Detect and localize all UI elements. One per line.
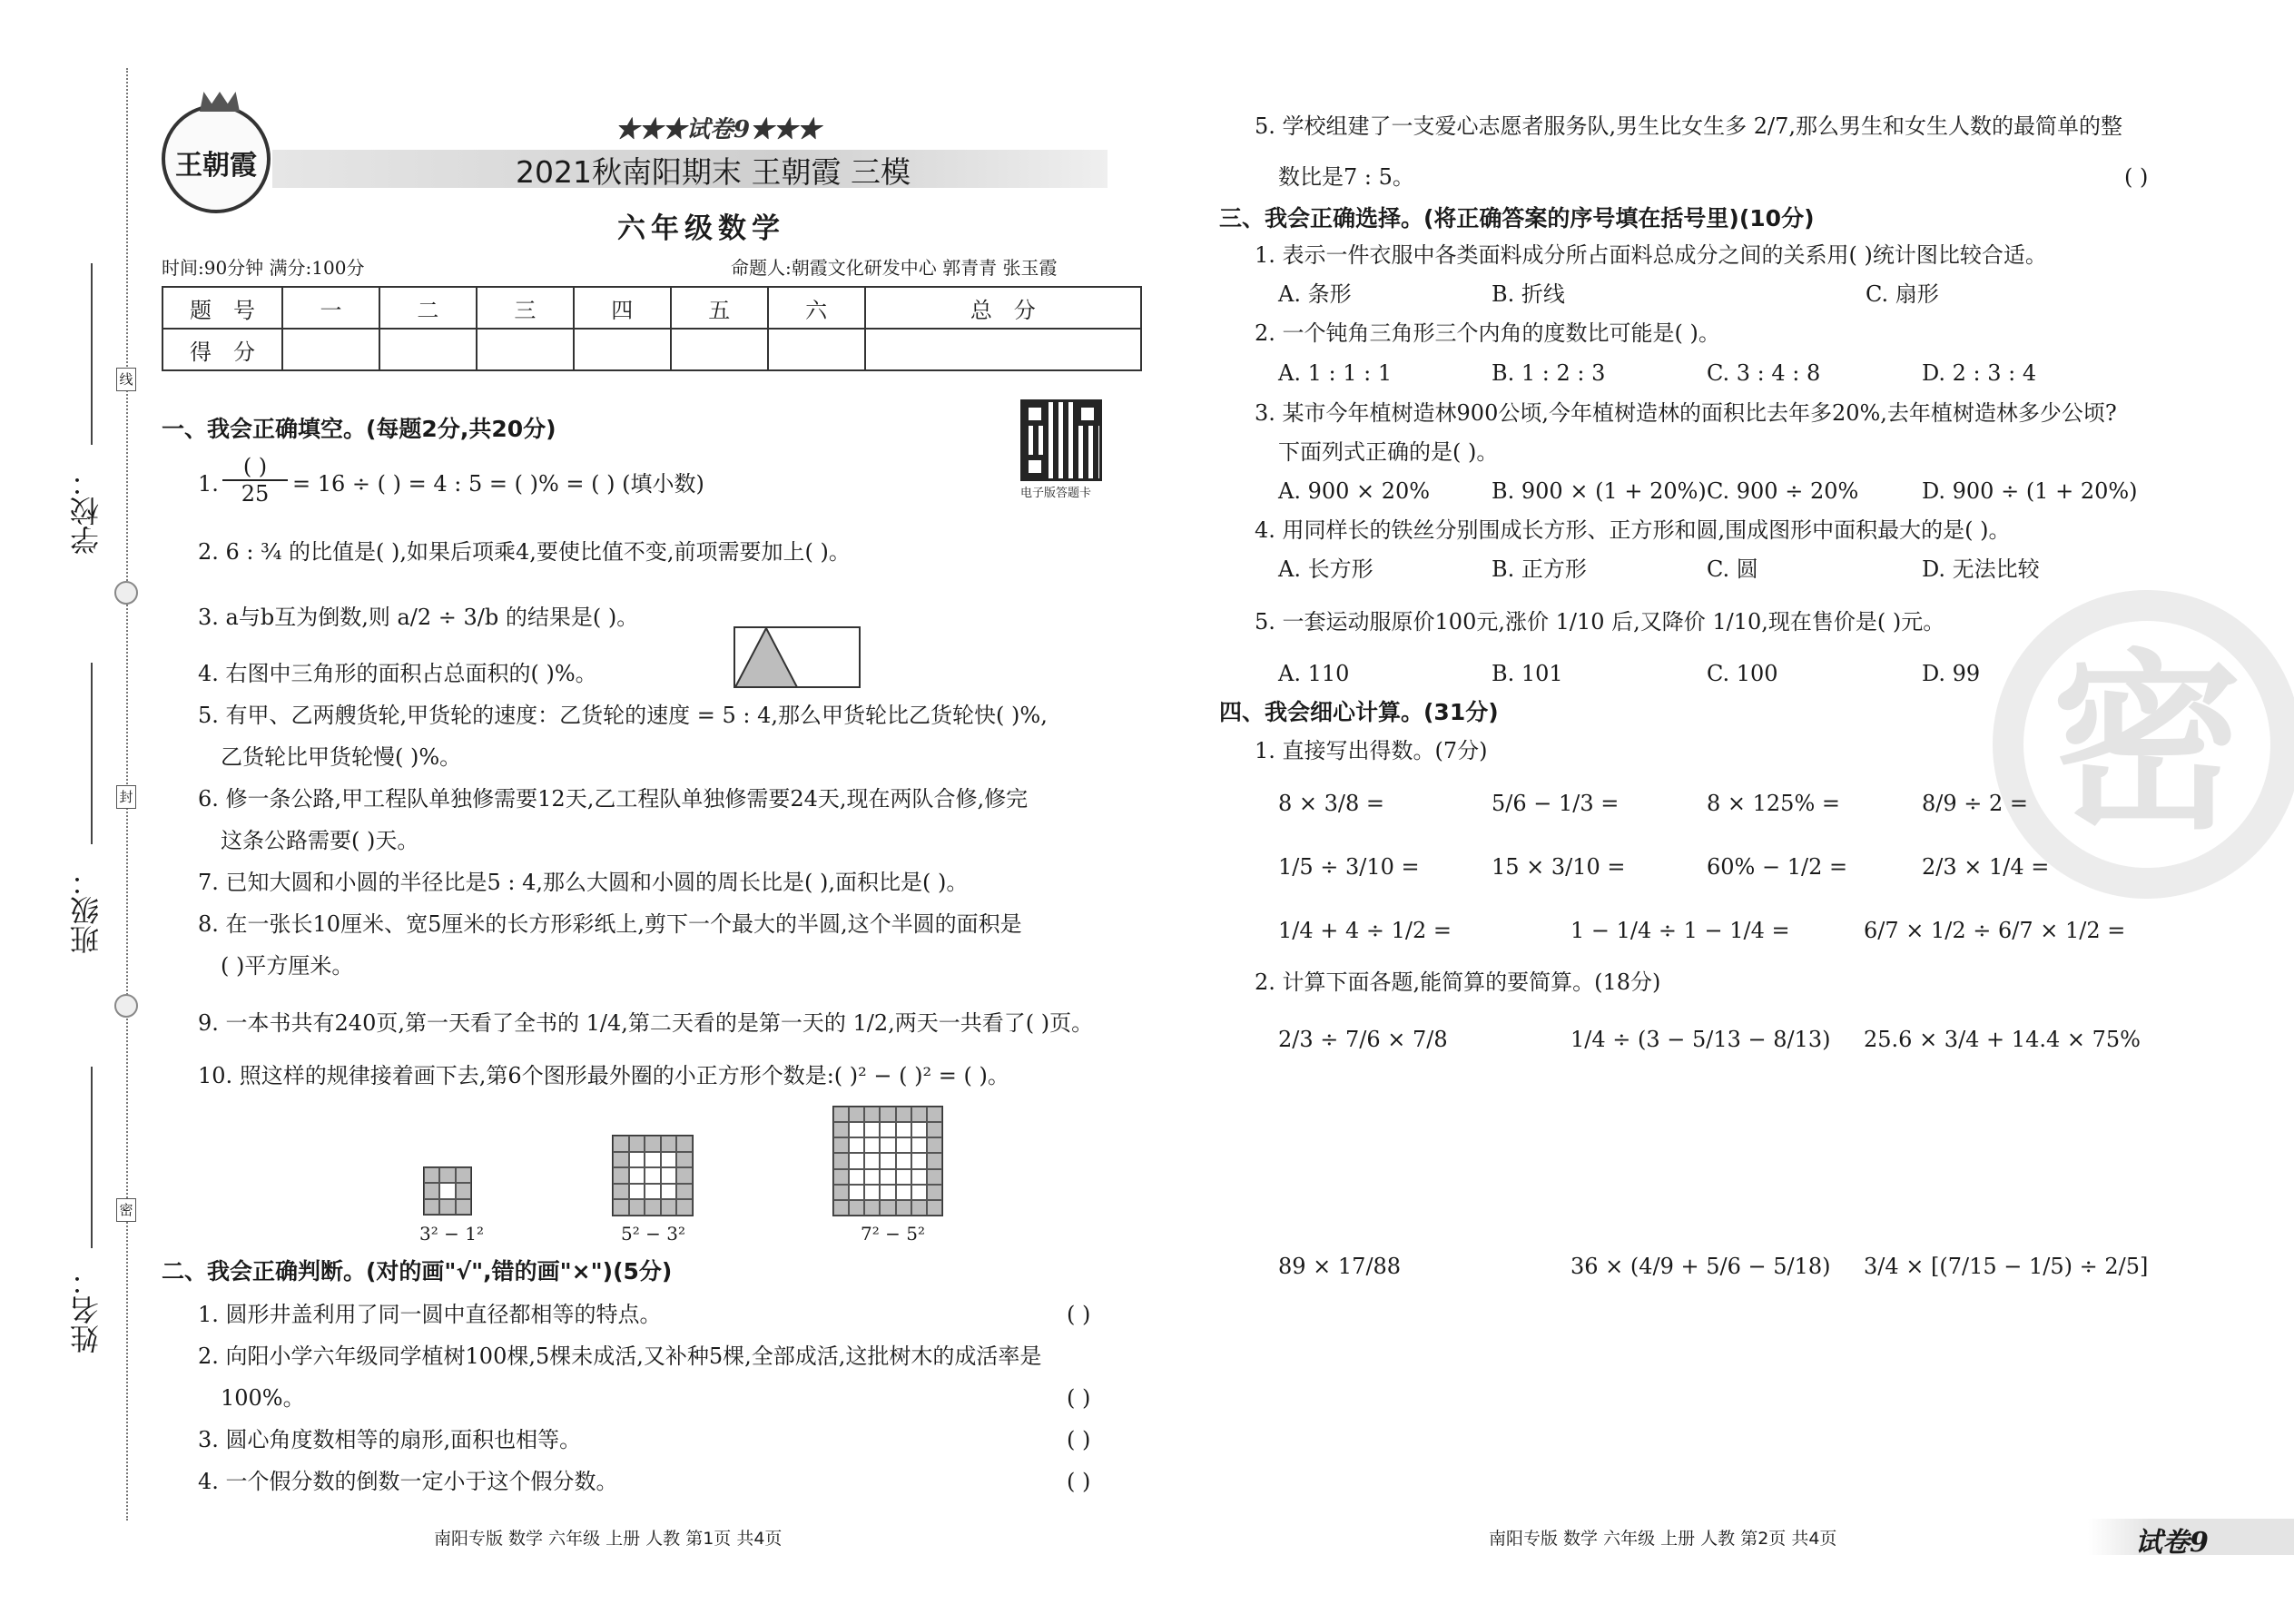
score-input-cell[interactable]: [574, 329, 671, 370]
judge-5: 5. 学校组建了一支爱心志愿者服务队,男生比女生多 2/7,那么男生和女生人数的最简单的整: [1255, 113, 2123, 139]
score-table: [162, 286, 1142, 371]
score-input-cell[interactable]: [865, 329, 1141, 370]
footer-right: 南阳专版 数学 六年级 上册 人教 第2页 共4页: [1489, 1529, 1837, 1549]
choice-1: 1. 表示一件衣服中各类面料成分所占面料总成分之间的关系用( )统计图比较合适。: [1255, 242, 2047, 268]
question-8-cont: ( )平方厘米。: [221, 953, 354, 979]
question-10: 10. 照这样的规律接着画下去,第6个图形最外圈的小正方形个数是:( )² − ( )² = ( )。: [198, 1063, 1009, 1088]
calc-item: 1/4 + 4 ÷ 1/2 =: [1278, 918, 1452, 943]
choice-2-opt-c[interactable]: C. 3 : 4 : 8: [1707, 360, 1821, 386]
choice-1-opt-c[interactable]: C. 扇形: [1866, 281, 1939, 307]
score-input-cell[interactable]: [671, 329, 768, 370]
judge-4: 4. 一个假分数的倒数一定小于这个假分数。: [198, 1469, 618, 1494]
score-cell: 六: [768, 287, 865, 329]
subject-title: 六年级数学: [617, 212, 785, 245]
gutter-ornament-icon: [114, 581, 138, 605]
choice-3-opt-d[interactable]: D. 900 ÷ (1 + 20%): [1922, 478, 2138, 504]
seal-mark-seal: 封: [116, 785, 136, 809]
expression: 1/4 ÷ (3 − 5/13 − 8/13): [1570, 1027, 1831, 1052]
choice-4-opt-d[interactable]: D. 无法比较: [1922, 556, 2040, 582]
score-cell: 总 分: [865, 287, 1141, 329]
expression: 2/3 ÷ 7/6 × 7/8: [1278, 1027, 1448, 1052]
brand-logo: [162, 104, 271, 213]
question-3: 3. a与b互为倒数,则 a/2 ÷ 3/b 的结果是( )。: [198, 605, 639, 630]
class-line: [91, 663, 93, 844]
score-cell: 题 号: [162, 287, 282, 329]
calc-item: 60% − 1/2 =: [1707, 854, 1848, 880]
choice-3-opt-a[interactable]: A. 900 × 20%: [1278, 478, 1431, 504]
triangle-figure: [733, 626, 861, 688]
score-cell: 四: [574, 287, 671, 329]
square-pattern-2: [612, 1135, 694, 1216]
question-6: 6. 修一条公路,甲工程队单独修需要12天,乙工程队单独修需要24天,现在两队合修,修完: [198, 786, 1029, 812]
qr-caption: 电子版答题卡: [1020, 487, 1092, 500]
choice-3-opt-b[interactable]: B. 900 × (1 + 20%): [1492, 478, 1707, 504]
question-8: 8. 在一张长10厘米、宽5厘米的长方形彩纸上,剪下一个最大的半圆,这个半圆的面积是: [198, 911, 1022, 937]
score-label-cell: 得 分: [162, 329, 282, 370]
score-input-cell[interactable]: [282, 329, 379, 370]
section1-heading: 一、我会正确填空。(每题2分,共20分): [162, 416, 556, 442]
question-9: 9. 一本书共有240页,第一天看了全书的 1/4,第二天看的是第一天的 1/2,两天一共看了( )页。: [198, 1010, 1094, 1036]
choice-2-opt-d[interactable]: D. 2 : 3 : 4: [1922, 360, 2037, 386]
calc-item: 6/7 × 1/2 ÷ 6/7 × 1/2 =: [1864, 918, 2126, 943]
judge-2: 2. 向阳小学六年级同学植树100棵,5棵未成活,又补种5棵,全部成活,这批树木的成活率是: [198, 1343, 1042, 1369]
judge-1: 1. 圆形井盖利用了同一圆中直径都相等的特点。: [198, 1302, 662, 1327]
calc-item: 5/6 − 1/3 =: [1492, 791, 1620, 816]
footer-tag: 试卷9: [2135, 1527, 2209, 1559]
section4-heading: 四、我会细心计算。(31分): [1219, 699, 1499, 725]
school-label: 学校：: [69, 468, 103, 555]
score-cell: 一: [282, 287, 379, 329]
judge-1-answer[interactable]: ( ): [1067, 1302, 1091, 1327]
calc-part-1: 1. 直接写出得数。(7分): [1255, 738, 1488, 763]
choice-4: 4. 用同样长的铁丝分别围成长方形、正方形和圆,围成图形中面积最大的是( )。: [1255, 517, 2011, 543]
choice-2-opt-b[interactable]: B. 1 : 2 : 3: [1492, 360, 1606, 386]
authors: 命题人:朝霞文化研发中心 郭青青 张玉霞: [731, 257, 1058, 279]
q1-number: 1.: [198, 471, 219, 497]
choice-5: 5. 一套运动服原价100元,涨价 1/10 后,又降价 1/10,现在售价是( )元。: [1255, 609, 1945, 635]
choice-5-opt-b[interactable]: B. 101: [1492, 661, 1563, 686]
q1-text: = 16 ÷ ( ) = 4 : 5 = ( )% = ( ) (填小数): [292, 471, 704, 497]
series-label: ★★★试卷9★★★: [615, 116, 822, 143]
choice-4-opt-b[interactable]: B. 正方形: [1492, 556, 1587, 582]
q1-numerator: ( ): [222, 454, 288, 481]
name-line: [91, 1067, 93, 1248]
choice-4-opt-c[interactable]: C. 圆: [1707, 556, 1758, 582]
score-input-cell[interactable]: [477, 329, 574, 370]
question-6-cont: 这条公路需要( )天。: [221, 828, 419, 853]
watermark-seal: [1993, 590, 2294, 899]
choice-5-opt-a[interactable]: A. 110: [1278, 661, 1350, 686]
choice-3-opt-c[interactable]: C. 900 ÷ 20%: [1707, 478, 1859, 504]
seal-mark-line: 线: [116, 368, 136, 391]
question-5-cont: 乙货轮比甲货轮慢( )%。: [221, 744, 462, 770]
calc-item: 8 × 125% =: [1707, 791, 1840, 816]
school-line: [91, 263, 93, 445]
class-label: 班级：: [69, 867, 103, 954]
expression: 36 × (4/9 + 5/6 − 5/18): [1570, 1254, 1831, 1279]
fig3-caption: 7² − 5²: [861, 1223, 925, 1245]
section2-heading: 二、我会正确判断。(对的画"√",错的画"×")(5分): [162, 1258, 673, 1284]
score-input-cell[interactable]: [768, 329, 865, 370]
calc-item: 8/9 ÷ 2 =: [1922, 791, 2028, 816]
calc-item: 2/3 × 1/4 =: [1922, 854, 2050, 880]
judge-3-answer[interactable]: ( ): [1067, 1427, 1091, 1452]
footer-left: 南阳专版 数学 六年级 上册 人教 第1页 共4页: [434, 1529, 783, 1549]
choice-3-cont: 下面列式正确的是( )。: [1278, 439, 1499, 465]
question-2: 2. 6 : ¾ 的比值是( ),如果后项乘4,要使比值不变,前项需要加上( )。: [198, 539, 851, 565]
score-input-cell[interactable]: [379, 329, 477, 370]
expression: 25.6 × 3/4 + 14.4 × 75%: [1864, 1027, 2141, 1052]
choice-4-opt-a[interactable]: A. 长方形: [1278, 556, 1373, 582]
question-7: 7. 已知大圆和小圆的半径比是5 : 4,那么大圆和小圆的周长比是( ),面积比是( )。: [198, 870, 969, 895]
qr-code-icon[interactable]: [1020, 399, 1102, 481]
judge-5-answer[interactable]: ( ): [2124, 164, 2149, 190]
choice-2: 2. 一个钝角三角形三个内角的度数比可能是( )。: [1255, 320, 1720, 346]
time-info: 时间:90分钟 满分:100分: [162, 257, 365, 279]
score-cell: 五: [671, 287, 768, 329]
calc-part-2: 2. 计算下面各题,能简算的要简算。(18分): [1255, 969, 1661, 995]
judge-2-answer[interactable]: ( ): [1067, 1385, 1091, 1411]
expression: 89 × 17/88: [1278, 1254, 1402, 1279]
score-header-row: [162, 287, 1141, 329]
gutter-ornament-icon: [114, 994, 138, 1018]
choice-5-opt-c[interactable]: C. 100: [1707, 661, 1778, 686]
watermark-text: 密: [2051, 631, 2242, 855]
q1-denominator: 25: [241, 481, 270, 507]
calc-item: 1 − 1/4 ÷ 1 − 1/4 =: [1570, 918, 1790, 943]
judge-3: 3. 圆心角度数相等的扇形,面积也相等。: [198, 1427, 582, 1452]
calc-item: 8 × 3/8 =: [1278, 791, 1384, 816]
choice-1-opt-b[interactable]: B. 折线: [1492, 281, 1565, 307]
logo-crown-icon: [200, 92, 240, 112]
question-5: 5. 有甲、乙两艘货轮,甲货轮的速度：乙货轮的速度 = 5 : 4,那么甲货轮比乙货轮快( )%,: [198, 703, 1048, 728]
section3-heading: 三、我会正确选择。(将正确答案的序号填在括号里)(10分): [1219, 205, 1815, 231]
calc-item: 15 × 3/10 =: [1492, 854, 1626, 880]
expression: 3/4 × [(7/15 − 1/5) ÷ 2/5]: [1864, 1254, 2149, 1279]
calc-item: 1/5 ÷ 3/10 =: [1278, 854, 1420, 880]
square-pattern-3: [832, 1106, 943, 1216]
judge-4-answer[interactable]: ( ): [1067, 1469, 1091, 1494]
choice-1-opt-a[interactable]: A. 条形: [1278, 281, 1352, 307]
score-cell: 三: [477, 287, 574, 329]
judge-5-cont: 数比是7 : 5。: [1278, 164, 1414, 190]
score-value-row: [162, 329, 1141, 370]
choice-2-opt-a[interactable]: A. 1 : 1 : 1: [1278, 360, 1393, 386]
exam-title: 2021秋南阳期末 王朝霞 三模: [516, 154, 911, 190]
seal-mark-secret: 密: [116, 1198, 136, 1222]
fig1-caption: 3² − 1²: [419, 1223, 484, 1245]
square-pattern-1: [423, 1166, 472, 1216]
judge-2-cont: 100%。: [221, 1385, 305, 1411]
choice-3: 3. 某市今年植树造林900公顷,今年植树造林的面积比去年多20%,去年植树造林多少公顷?: [1255, 400, 2117, 426]
name-label: 姓名：: [69, 1266, 103, 1353]
choice-5-opt-d[interactable]: D. 99: [1922, 661, 1981, 686]
logo-text: 王朝霞: [175, 150, 257, 182]
q1-fraction: [222, 454, 288, 507]
score-cell: 二: [379, 287, 477, 329]
fig2-caption: 5² − 3²: [621, 1223, 685, 1245]
question-4: 4. 右图中三角形的面积占总面积的( )%。: [198, 661, 597, 686]
